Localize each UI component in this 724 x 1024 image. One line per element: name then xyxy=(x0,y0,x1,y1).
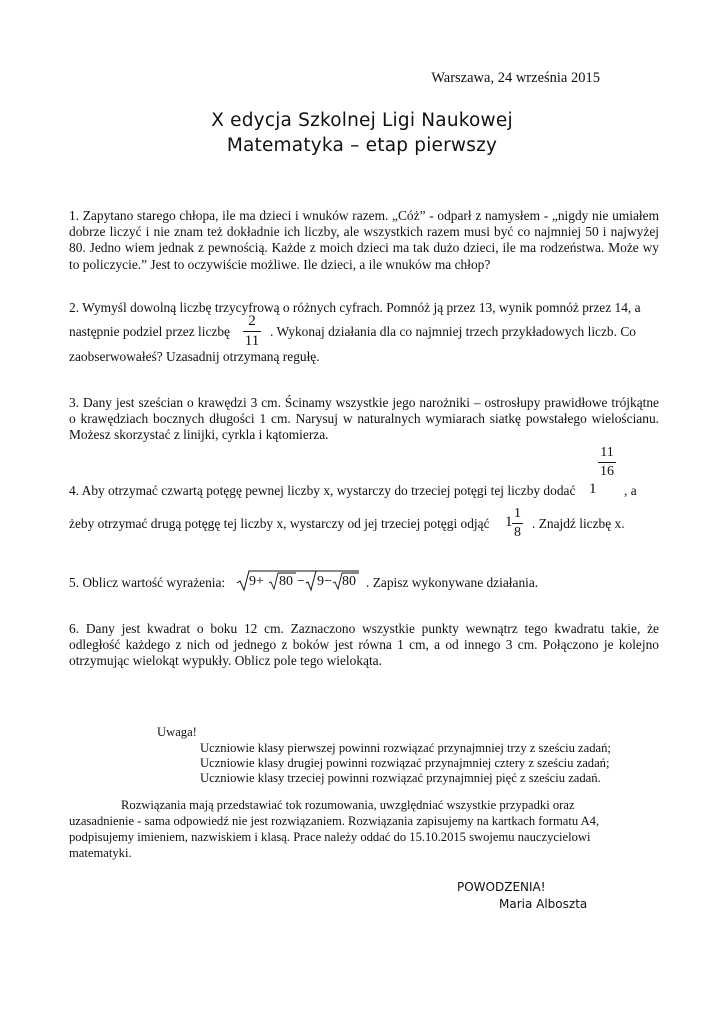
fraction-bar xyxy=(243,331,261,332)
fraction-bar xyxy=(512,523,523,524)
document-subtitle: Matematyka – etap pierwszy xyxy=(226,135,498,156)
fraction-bar xyxy=(598,462,616,463)
task-2-line-1: 2. Wymyśl dowolną liczbę trzycyfrową o różnych cyfrach. Pomnóż ją przez 13, wynik pomnóż przez 14, a xyxy=(69,300,641,315)
expr-part-4: 9− xyxy=(317,574,332,589)
fraction-numerator: 11 xyxy=(600,445,614,460)
fraction-denominator: 11 xyxy=(244,333,260,349)
task-4-fraction-2 xyxy=(512,507,523,540)
task-3: 3. Dany jest sześcian o krawędzi 3 cm. Ścinamy wszystkie jego narożniki – ostrosłupy prawidłowe trójkątne o krawędziach bocznych długości 1 cm. Narysuj w naturalnych wymiarach siatkę powstałego wielościanu. Możesz skorzystać z linijki, cyrkla i kątomierza. xyxy=(69,395,659,443)
good-luck: POWODZENIA! xyxy=(457,880,546,894)
task-2-fraction xyxy=(243,314,261,349)
fraction-numerator: 1 xyxy=(514,506,521,521)
expr-part-5: 80 xyxy=(342,574,356,589)
fraction-denominator: 8 xyxy=(514,525,521,540)
task-4-fraction-1 xyxy=(598,446,616,479)
task-2-line-3: zaobserwowałeś? Uzasadnij otrzymaną regułę. xyxy=(69,349,320,364)
task-1: 1. Zapytano starego chłopa, ile ma dzieci i wnuków razem. „Cóż” - odparł z namysłem - „nigdy nie umiałem dobrze liczyć i nie znam też dokładnie ich liczby, ale wszystkich razem musi być co najmniej 50 i najwyżej 80. Jedno wiem jednak z pewnością. Każde z moich dzieci ma tak dużo dzieci, ile ma rodzeństwa. Może wy to policzycie.” Jest to oczywiście możliwe. Ile dzieci, a ile wnuków ma chłop? xyxy=(69,208,659,272)
expr-part-2: 80 xyxy=(279,574,293,589)
task-2-line-2a: następnie podziel przez liczbę xyxy=(69,324,230,339)
task-5-text-a: 5. Oblicz wartość wyrażenia: xyxy=(69,575,226,590)
fraction-denominator: 16 xyxy=(600,464,614,479)
expr-part-3: − xyxy=(297,574,305,589)
task-4-line-1a: 4. Aby otrzymać czwartą potęgę pewnej liczby x, wystarczy do trzeciej potęgi tej liczby dodać xyxy=(69,483,576,498)
task-4-line-1b: , a xyxy=(624,483,637,498)
author-name: Maria Alboszta xyxy=(499,897,588,911)
task-4-mixed-1-whole: 1 xyxy=(589,481,597,497)
note-class-2: Uczniowie klasy drugiej powinni rozwiązać przynajmniej cztery z sześciu zadań; xyxy=(200,756,610,770)
note-class-3: Uczniowie klasy trzeciej powinni rozwiązać przynajmniej pięć z sześciu zadań. xyxy=(200,771,601,785)
task-4-line-2b: . Znajdź liczbę x. xyxy=(532,516,625,531)
task-6: 6. Dany jest kwadrat o boku 12 cm. Zaznaczono wszystkie punkty wewnątrz tego kwadratu takie, że odległość każdego z nich od jednego z boków jest równa 1 cm, a od innego 3 cm. Połączono je kolejno otrzymując wielokąt wypukły. Oblicz pole tego wielokąta. xyxy=(69,621,659,669)
task-5-expression xyxy=(236,569,364,593)
fraction-numerator: 2 xyxy=(248,313,256,329)
expr-part-1: 9+ xyxy=(249,574,264,589)
instructions-paragraph: Rozwiązania mają przedstawiać tok rozumowania, uwzględniać wszystkie przypadki oraz uzasadnienie - sama odpowiedź nie jest rozwiązaniem. Rozwiązania zapisujemy na kartkach formatu A4, podpisujemy imieniem, nazwiskiem i klasą. Prace należy oddać do 15.10.2015 swojemu nauczycielowi matematyki. xyxy=(69,798,600,860)
document-date: Warszawa, 24 września 2015 xyxy=(431,70,600,86)
task-2-line-2b: . Wykonaj działania dla co najmniej trzech przykładowych liczb. Co xyxy=(270,324,636,339)
document-title: X edycja Szkolnej Ligi Naukowej xyxy=(211,110,513,131)
task-4-line-2a: żeby otrzymać drugą potęgę tej liczby x, wystarczy od jej trzeciej potęgi odjąć xyxy=(69,516,490,531)
task-5-text-b: . Zapisz wykonywane działania. xyxy=(366,575,539,590)
note-heading: Uwaga! xyxy=(157,725,197,739)
note-class-1: Uczniowie klasy pierwszej powinni rozwiązać przynajmniej trzy z sześciu zadań; xyxy=(200,741,611,755)
task-4-mixed-2-whole: 1 xyxy=(505,514,513,530)
